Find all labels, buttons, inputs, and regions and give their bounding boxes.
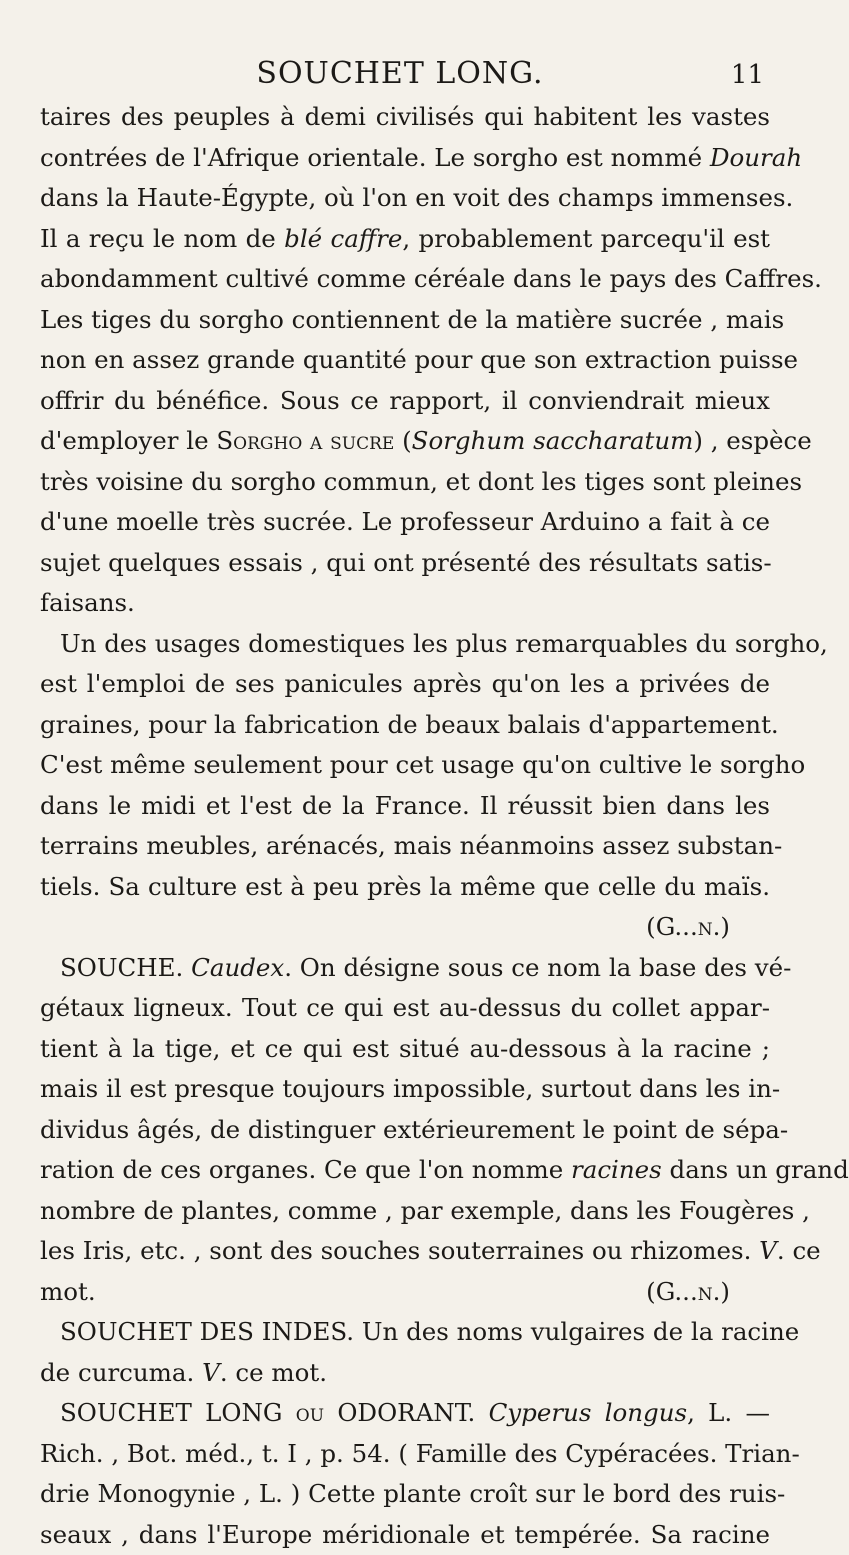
text-line: tient à la tige, et ce qui est situé au-dessous à la racine ; [40, 1029, 770, 1070]
running-head [0, 56, 800, 96]
text-line: d'une moelle très sucrée. Le professeur Arduino a fait à ce [40, 502, 770, 543]
small-caps-span: Sorgho a sucre [216, 426, 394, 455]
page-number: 11 [731, 60, 764, 90]
text-line: Les tiges du sorgho contiennent de la matière sucrée , mais [40, 300, 770, 341]
text-line: est l'emploi de ses panicules après qu'on les a privées de [40, 664, 770, 705]
text-line: gétaux ligneux. Tout ce qui est au-dessus du collet appar- [40, 988, 770, 1029]
text-line: ration de ces organes. Ce que l'on nomme racines dans un grand [40, 1150, 770, 1191]
author-signature: (G...n.) [40, 907, 770, 948]
text-line: drie Monogynie , L. ) Cette plante croît sur le bord des ruis- [40, 1474, 770, 1515]
italic-span: racines [571, 1155, 662, 1184]
text-line: très voisine du sorgho commun, et dont les tiges sont pleines [40, 462, 770, 503]
text-line: sujet quelques essais , qui ont présenté des résultats satis- [40, 543, 770, 584]
author-signature: (G...n.) [646, 1272, 730, 1313]
text-line: les Iris, etc. , sont des souches souterraines ou rhizomes. V. ce [40, 1231, 770, 1272]
text-line: Il a reçu le nom de blé caffre, probablement parcequ'il est [40, 219, 770, 260]
text-line: C'est même seulement pour cet usage qu'on cultive le sorgho [40, 745, 770, 786]
italic-span: blé caffre [284, 224, 402, 253]
text-line: SOUCHE. Caudex. On désigne sous ce nom la base des vé- [40, 948, 770, 989]
italic-span: Caudex [191, 953, 284, 982]
text-line: seaux , dans l'Europe méridionale et tempérée. Sa racine [40, 1515, 770, 1555]
text-line: non en assez grande quantité pour que son extraction puisse [40, 340, 770, 381]
running-title: SOUCHET LONG. [0, 56, 800, 91]
italic-span: V [202, 1358, 220, 1387]
text-line: contrées de l'Afrique orientale. Le sorgho est nommé Dourah [40, 138, 770, 179]
small-caps-span: ou [296, 1398, 324, 1427]
small-caps-span: n [698, 912, 713, 941]
text-line: taires des peuples à demi civilisés qui habitent les vastes [40, 97, 770, 138]
text-line: offrir du bénéfice. Sous ce rapport, il conviendrait mieux [40, 381, 770, 422]
text-line: mot. (G...n.) [40, 1272, 770, 1313]
italic-span: Dourah [710, 143, 802, 172]
text-line: dans la Haute-Égypte, où l'on en voit des champs immenses. [40, 178, 770, 219]
text-line: SOUCHET DES INDES. Un des noms vulgaires de la racine [40, 1312, 770, 1353]
text-line: de curcuma. V. ce mot. [40, 1353, 770, 1394]
text-line: SOUCHET LONG ou ODORANT. Cyperus longus, L. — [40, 1393, 770, 1434]
text-line: mais il est presque toujours impossible, surtout dans les in- [40, 1069, 770, 1110]
text-line: dividus âgés, de distinguer extérieurement le point de sépa- [40, 1110, 770, 1151]
body-text [40, 97, 770, 1555]
italic-span: Sorghum saccharatum [412, 426, 694, 455]
text-line: nombre de plantes, comme , par exemple, dans les Fougères , [40, 1191, 770, 1232]
text-line: graines, pour la fabrication de beaux balais d'appartement. [40, 705, 770, 746]
text-line: Rich. , Bot. méd., t. I , p. 54. ( Famille des Cypéracées. Trian- [40, 1434, 770, 1475]
small-caps-span: n [698, 1277, 713, 1306]
text-line: d'employer le Sorgho a sucre (Sorghum saccharatum) , espèce [40, 421, 770, 462]
italic-span: Cyperus longus [489, 1398, 688, 1427]
text-line: terrains meubles, arénacés, mais néanmoins assez substan- [40, 826, 770, 867]
italic-span: V [759, 1236, 777, 1265]
text-line: faisans. [40, 583, 770, 624]
text-line: dans le midi et l'est de la France. Il réussit bien dans les [40, 786, 770, 827]
text-line: tiels. Sa culture est à peu près la même que celle du maïs. [40, 867, 770, 908]
text-line: Un des usages domestiques les plus remarquables du sorgho, [40, 624, 770, 665]
text-line: abondamment cultivé comme céréale dans le pays des Caffres. [40, 259, 770, 300]
